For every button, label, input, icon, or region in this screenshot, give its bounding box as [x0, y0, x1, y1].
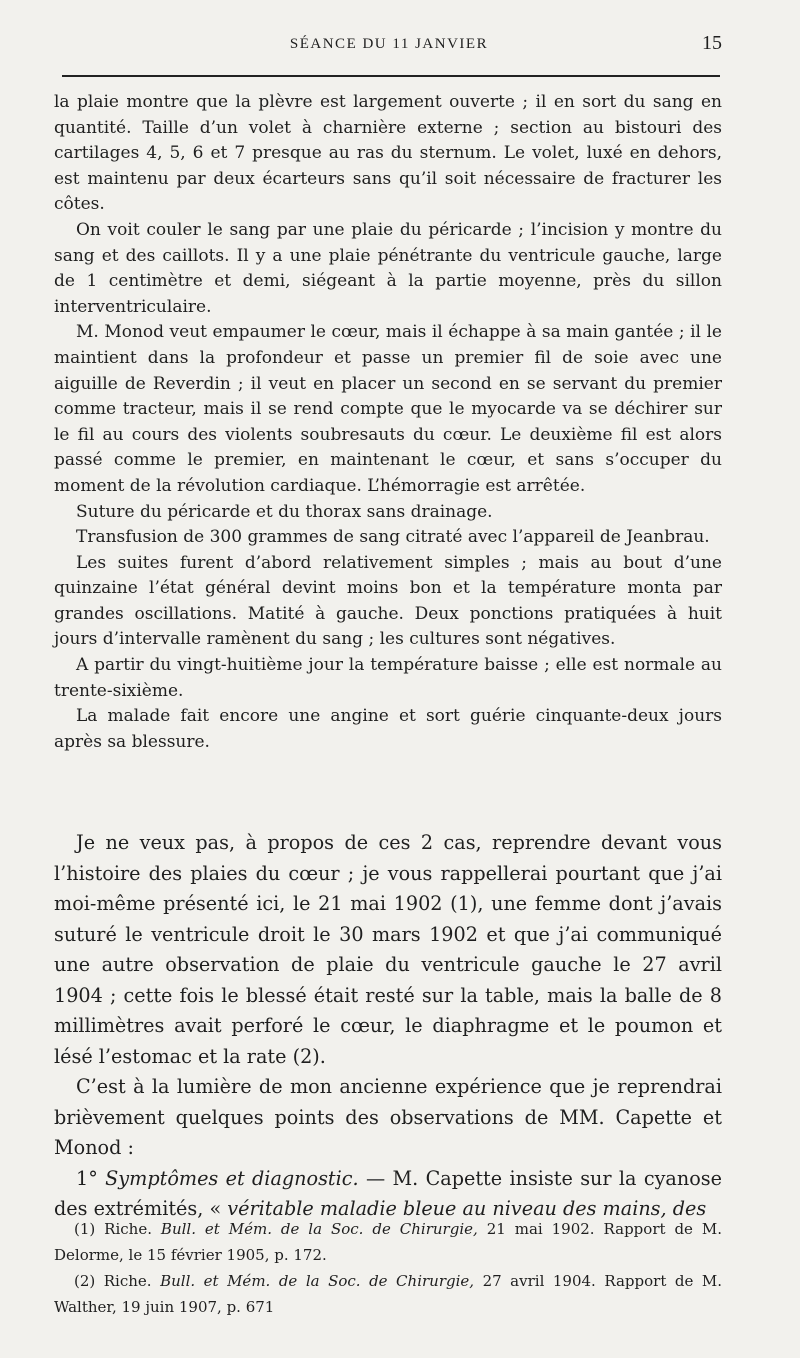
footnote-text: 27 avril 1904. Rapport de M. Walther, 19 juin 1907, p. 671 — [54, 1272, 722, 1316]
running-header — [56, 30, 722, 60]
journal-title: Bull. et Mém. de la Soc. de Chirurgie, — [160, 1220, 478, 1238]
paragraph: Je ne veux pas, à propos de ces 2 cas, reprendre devant vous l’histoire des plaies du cœur ; je vous rappellerai pourtant que j’ai moi-même présenté ici, le 21 mai 1902 (1), une femme dont j’avais suturé le ventricule droit le 30 mars 1902 et que j’ai communiqué une autre observation de plaie du ventricule gauche le 27 avril 1904 ; cette fois le blessé était resté sur la table, mais la balle de 8 millimètres avait perforé le cœur, le diaphragme et le poumon et lésé l’estomac et la rate (2). — [54, 831, 722, 1068]
footnote-marker: (1) Riche. — [74, 1220, 152, 1238]
journal-title: Bull. et Mém. de la Soc. de Chirurgie, — [160, 1272, 475, 1290]
paragraph: A partir du vingt-huitième jour la température baisse ; elle est normale au trente-sixième. — [54, 655, 722, 701]
paragraph: M. Monod veut empaumer le cœur, mais il échappe à sa main gantée ; il le maintient dans la profondeur et passe un premier fil de soie avec une aiguille de Reverdin ; il veut en placer un second en se servant du premier comme tracteur, mais il se rend compte que le myocarde va se déchirer sur le fil au cours des violents soubresauts du cœur. Le deuxième fil est alors passé comme le premier, en maintenant le cœur, et sans s’occuper du moment de la révolution cardiaque. L’hémorragie est arrêtée. — [54, 322, 722, 496]
paragraph: Suture du péricarde et du thorax sans drainage. — [76, 501, 493, 522]
footnote-2 — [54, 1268, 722, 1320]
footnote-1 — [54, 1216, 722, 1268]
section-number: 1° — [76, 1166, 98, 1190]
paragraph: La malade fait encore une angine et sort guérie cinquante-deux jours après sa blessure. — [54, 706, 722, 752]
footnote-text: 21 mai 1902. Rapport de M. Delorme, le 15 février 1905, p. 172. — [54, 1220, 722, 1264]
quotation: véritable maladie bleue au niveau des mains, des — [227, 1197, 707, 1220]
header-title: SÉANCE DU 11 JANVIER — [289, 36, 489, 52]
page-number: 15 — [702, 32, 722, 54]
paragraph-text: — M. Capette insiste sur la cyanose des extrémités, « — [54, 1166, 722, 1220]
paragraph: On voit couler le sang par une plaie du péricarde ; l’incision y montre du sang et des caillots. Il y a une plaie pénétrante du ventricule gauche, large de 1 centimètre et demi, siégeant à la partie moyenne, près du sillon interventriculaire. — [54, 219, 722, 317]
paragraph: Transfusion de 300 grammes de sang citraté avec l’appareil de Jeanbrau. — [76, 527, 710, 548]
footnotes — [54, 1216, 722, 1320]
main-text — [54, 828, 722, 1225]
case-report-text — [54, 90, 722, 755]
paragraph: la plaie montre que la plèvre est largement ouverte ; il en sort du sang en quantité. Taille d’un volet à charnière externe ; section au bistouri des cartilages 4, 5, 6 et 7 presque au ras du sternum. Le volet, luxé en dehors, est maintenu par deux écarteurs sans qu’il soit nécessaire de fracturer les côtes. — [54, 92, 722, 215]
paragraph: C’est à la lumière de mon ancienne expérience que je reprendrai brièvement quelques points des observations de MM. Capette et Monod : — [54, 1075, 722, 1159]
footnote-marker: (2) Riche. — [74, 1272, 152, 1290]
section-heading: Symptômes et diagnostic. — [105, 1166, 359, 1190]
header-rule — [62, 75, 720, 77]
paragraph: Les suites furent d’abord relativement simples ; mais au bout d’une quinzaine l’état général devint moins bon et la température monta par grandes oscillations. Matité à gauche. Deux ponctions pratiquées à huit jours d’intervalle ramènent du sang ; les cultures sont négatives. — [54, 552, 722, 650]
